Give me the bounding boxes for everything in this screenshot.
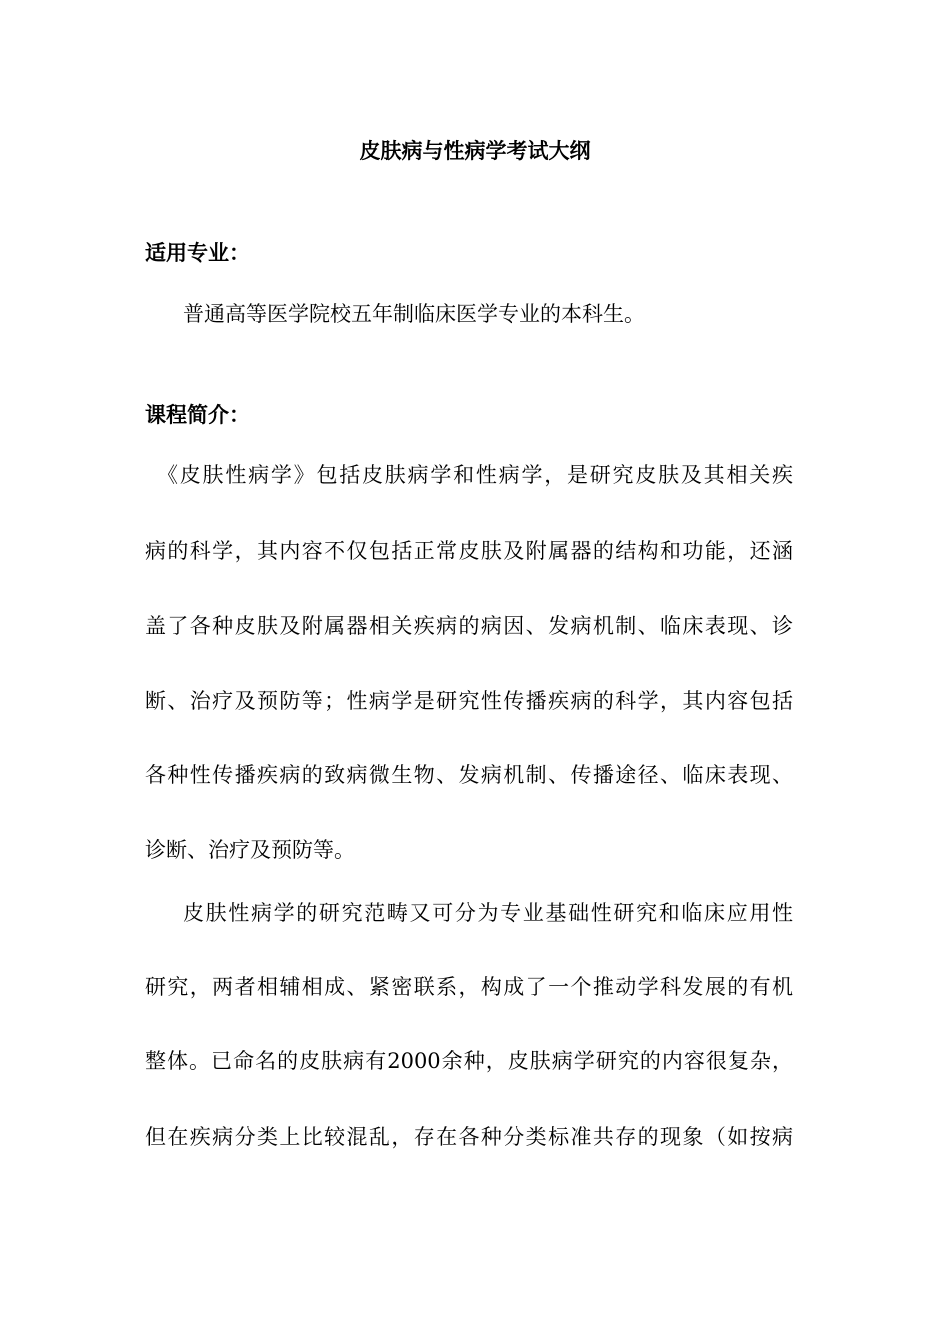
paragraph-line: 整体。已命名的皮肤病有2000余种，皮肤病学研究的内容很复杂， [145,1049,793,1073]
paragraph-line: 《皮肤性病学》包括皮肤病学和性病学，是研究皮肤及其相关疾 [157,463,793,487]
section-heading-major: 适用专业： [145,240,250,265]
paragraph-line: 各种性传播疾病的致病微生物、发病机制、传播途径、临床表现、 [145,763,793,787]
major-text: 普通高等医学院校五年制临床医学专业的本科生。 [183,302,645,326]
document-title: 皮肤病与性病学考试大纲 [359,138,591,163]
paragraph-line: 研究，两者相辅相成、紧密联系，构成了一个推动学科发展的有机 [145,975,793,999]
paragraph-line: 皮肤性病学的研究范畴又可分为专业基础性研究和临床应用性 [183,901,793,925]
section-heading-intro: 课程简介： [145,402,250,427]
paragraph-line: 盖了各种皮肤及附属器相关疾病的病因、发病机制、临床表现、诊 [145,614,793,638]
paragraph-line: 断、治疗及预防等；性病学是研究性传播疾病的科学，其内容包括 [145,689,793,713]
paragraph-line: 病的科学，其内容不仅包括正常皮肤及附属器的结构和功能，还涵 [145,539,793,563]
paragraph-line: 但在疾病分类上比较混乱，存在各种分类标准共存的现象（如按病 [145,1125,793,1149]
paragraph-line: 诊断、治疗及预防等。 [145,838,355,862]
